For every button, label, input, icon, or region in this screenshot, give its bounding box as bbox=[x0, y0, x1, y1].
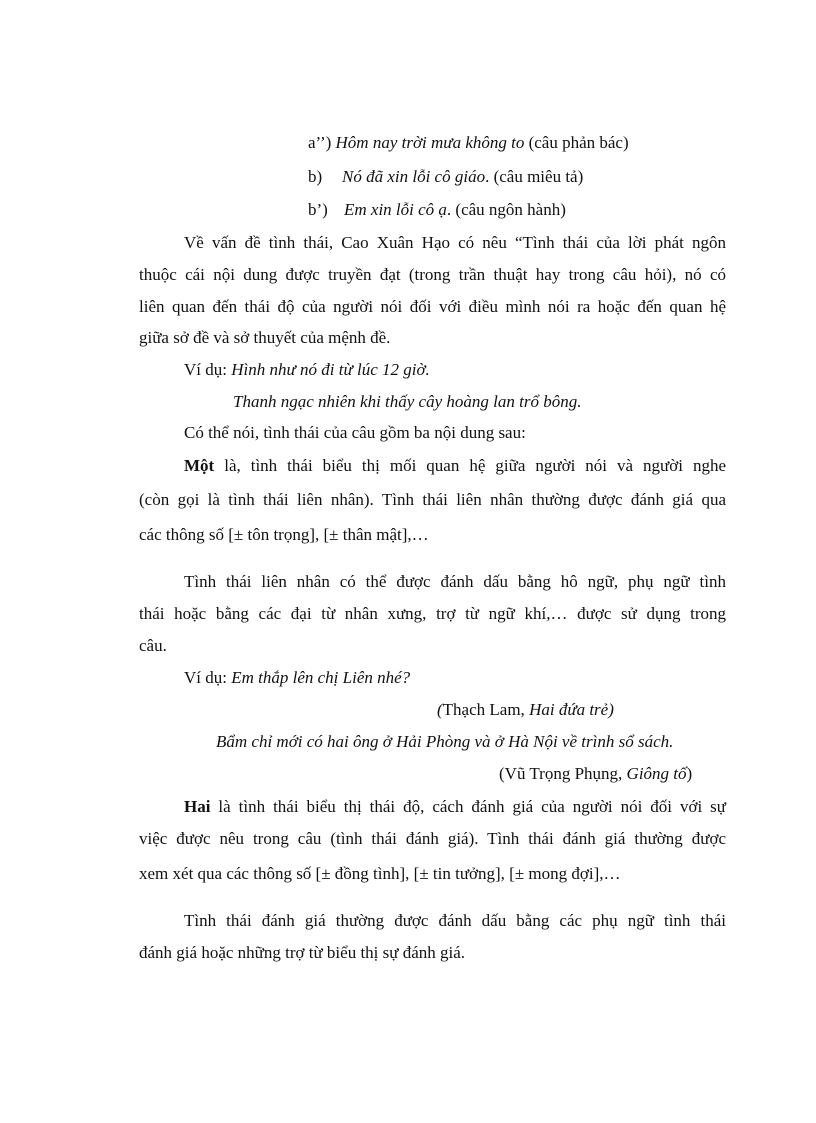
para2-line1: Tình thái liên nhân có thể được đánh dấu bằng hô ngữ, phụ ngữ tình bbox=[184, 572, 726, 591]
example1: Ví dụ: Hình như nó đi từ lúc 12 giờ. bbox=[184, 360, 430, 379]
mot-line2: (còn gọi là tình thái liên nhân). Tình thái liên nhân thường được đánh giá qua bbox=[139, 490, 726, 509]
example-b1: b’) Em xin lỗi cô ạ. (câu ngôn hành) bbox=[308, 200, 566, 219]
intro-line: Có thể nói, tình thái của câu gồm ba nội dung sau: bbox=[184, 423, 526, 442]
para1-line1: Về vấn đề tình thái, Cao Xuân Hạo có nêu “Tình thái của lời phát ngôn bbox=[184, 233, 726, 252]
hai-line2: việc được nêu trong câu (tình thái đánh giá). Tình thái đánh giá thường được bbox=[139, 829, 726, 848]
para1-line3: liên quan đến thái độ của người nói đối với điều mình nói ra hoặc đến quan hệ bbox=[139, 297, 726, 316]
para1-line2: thuộc cái nội dung được truyền đạt (trong trần thuật hay trong câu hỏi), nó có bbox=[139, 265, 726, 284]
mot-line3: các thông số [± tôn trọng], [± thân mật],… bbox=[139, 525, 429, 544]
example-b: b) Nó đã xin lỗi cô giáo. (câu miêu tả) bbox=[308, 167, 584, 186]
example2-source1: (Thạch Lam, Hai đứa trẻ) bbox=[437, 700, 614, 719]
example1-sentence2: Thanh ngạc nhiên khi thấy cây hoàng lan trổ bông. bbox=[233, 392, 582, 411]
mot-line1: Một là, tình thái biểu thị mối quan hệ giữa người nói và người nghe bbox=[184, 456, 727, 475]
para2-line2: thái hoặc bằng các đại từ nhân xưng, trợ từ ngữ khí,… được sử dụng trong bbox=[139, 604, 726, 623]
para1-line4: giữa sở đề và sở thuyết của mệnh đề. bbox=[139, 328, 391, 347]
para3-line1: Tình thái đánh giá thường được đánh dấu bằng các phụ ngữ tình thái bbox=[184, 911, 726, 930]
example2-source2: (Vũ Trọng Phụng, Giông tố) bbox=[499, 764, 693, 783]
hai-line1: Hai là tình thái biểu thị thái độ, cách đánh giá của người nói đối với sự bbox=[184, 797, 726, 816]
example2: Ví dụ: Em thắp lên chị Liên nhé? bbox=[184, 668, 411, 687]
example-a2: a’’) Hôm nay trời mưa không to (câu phản bác) bbox=[308, 133, 629, 152]
para2-line3: câu. bbox=[139, 636, 167, 655]
example2-sentence2: Bẩm chỉ mới có hai ông ở Hải Phòng và ở Hà Nội về trình sổ sách. bbox=[216, 732, 674, 751]
hai-line3: xem xét qua các thông số [± đồng tình], [± tin tưởng], [± mong đợi],… bbox=[139, 864, 621, 883]
para3-line2: đánh giá hoặc những trợ từ biểu thị sự đánh giá. bbox=[139, 943, 466, 962]
